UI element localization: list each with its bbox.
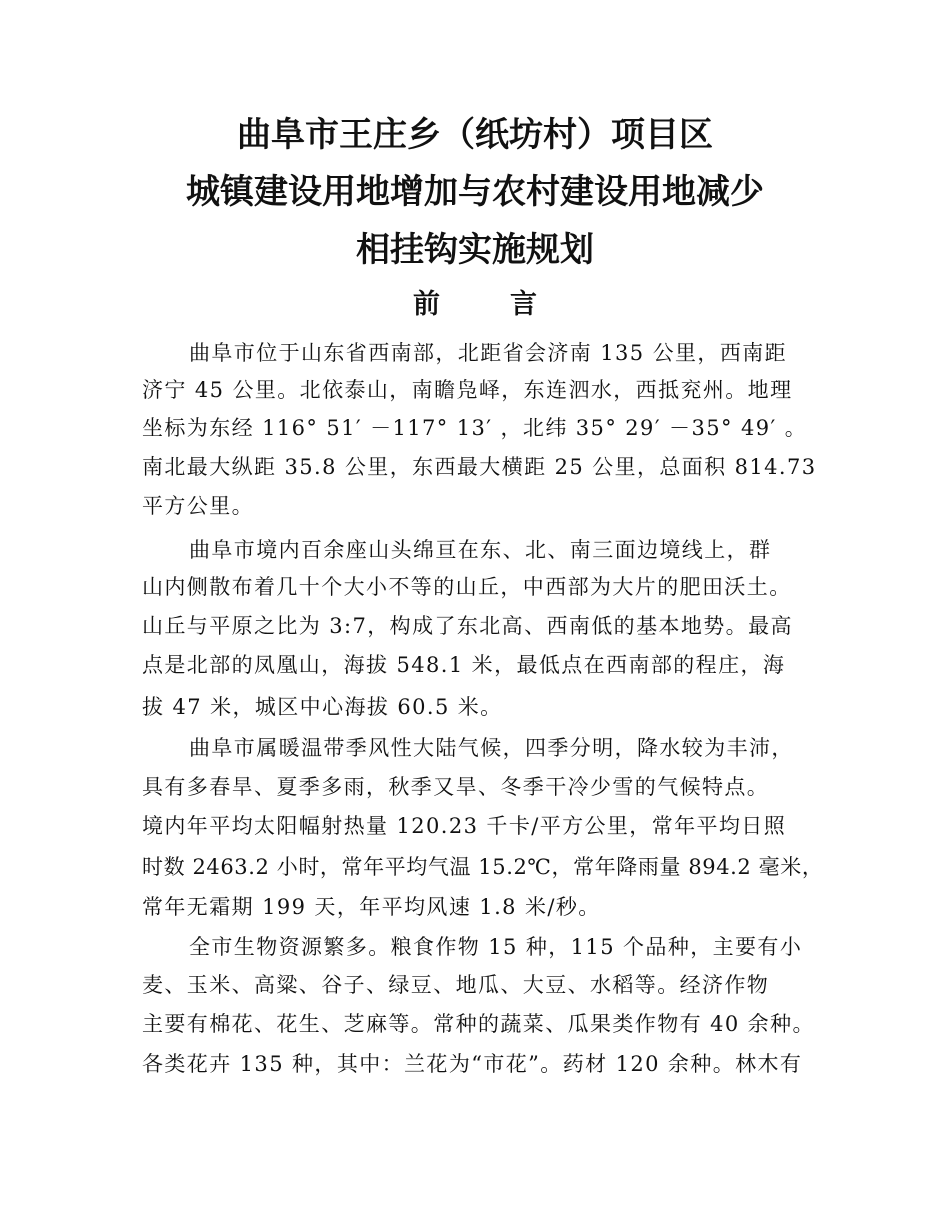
paragraph-line: 曲阜市境内百余座山头绵亘在东、北、南三面边境线上，群 (189, 538, 772, 562)
title-line-2: 城镇建设用地增加与农村建设用地减少 (186, 172, 764, 212)
title-line-1: 曲阜市王庄乡（纸坊村）项目区 (237, 115, 713, 155)
paragraph-line: 具有多春旱、夏季多雨，秋季又旱、冬季干冷少雪的气候特点。 (142, 775, 770, 799)
paragraph-line: 全市生物资源繁多。粮食作物 15 种，115 个品种，主要有小 (189, 935, 803, 959)
paragraph-line: 山丘与平原之比为 3:7，构成了东北高、西南低的基本地势。最高 (142, 614, 793, 638)
paragraph-line: 曲阜市属暖温带季风性大陆气候，四季分明，降水较为丰沛， (189, 736, 794, 760)
paragraph-line: 坐标为东经 116° 51′ －117° 13′ ，北纬 35° 29′ －35° 49′ 。 (142, 416, 808, 440)
paragraph-line: 南北最大纵距 35.8 公里，东西最大横距 25 公里，总面积 814.73 (142, 455, 817, 479)
paragraph-line: 各类花卉 135 种，其中：兰花为“市花”。药材 120 余种。林木有 (142, 1052, 803, 1076)
section-heading: 前言 (413, 289, 607, 320)
paragraph-line: 麦、玉米、高粱、谷子、绿豆、地瓜、大豆、水稻等。经济作物 (142, 973, 770, 997)
paragraph-line: 山内侧散布着几十个大小不等的山丘，中西部为大片的肥田沃土。 (142, 575, 792, 599)
paragraph-line: 平方公里。 (142, 494, 254, 518)
paragraph-line: 济宁 45 公里。北依泰山，南瞻凫峄，东连泗水，西抵兖州。地理 (142, 378, 793, 402)
title-line-3: 相挂钩实施规划 (356, 230, 594, 270)
paragraph-line: 主要有棉花、花生、芝麻等。常种的蔬菜、瓜果类作物有 40 余种。 (142, 1012, 815, 1036)
paragraph-line: 时数 2463.2 小时，常年平均气温 15.2℃，常年降雨量 894.2 毫米， (142, 855, 824, 879)
paragraph-line: 拔 47 米，城区中心海拔 60.5 米。 (142, 695, 503, 719)
paragraph-line: 曲阜市位于山东省西南部，北距省会济南 135 公里，西南距 (189, 341, 788, 365)
paragraph-line: 常年无霜期 199 天，年平均风速 1.8 米/秒。 (142, 895, 601, 919)
paragraph-line: 境内年平均太阳幅射热量 120.23 千卡/平方公里，常年平均日照 (142, 814, 787, 838)
paragraph-line: 点是北部的凤凰山，海拔 548.1 米，最低点在西南部的程庄，海 (142, 653, 786, 677)
